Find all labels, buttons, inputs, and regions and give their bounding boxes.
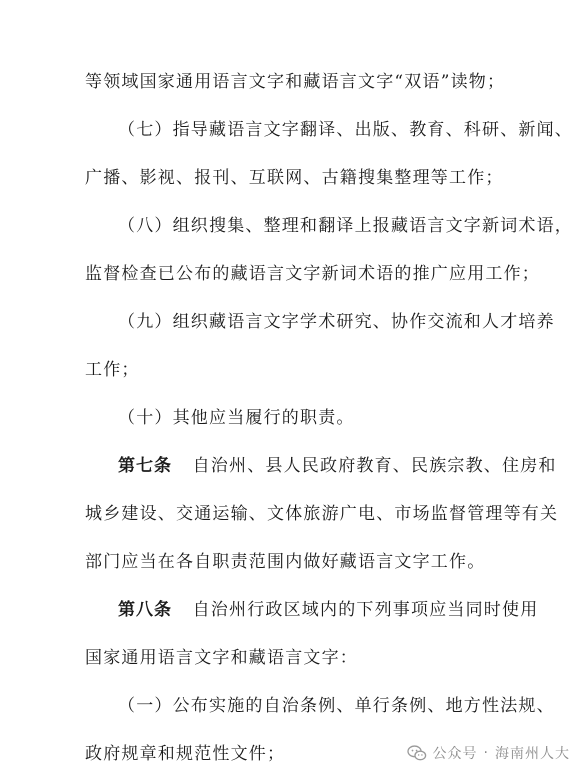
wechat-icon xyxy=(407,744,427,762)
watermark-separator: · xyxy=(483,745,489,761)
text-line: （七）指导藏语言文字翻译、出版、教育、科研、新闻、 xyxy=(118,120,573,140)
text-line: 国家通用语言文字和藏语言文字： xyxy=(85,648,358,668)
article-7-title: 第七条 xyxy=(118,456,172,476)
text-line: 监督检查已公布的藏语言文字新词术语的推广应用工作； xyxy=(85,264,540,284)
article-8-title: 第八条 xyxy=(118,600,172,620)
text-line: 广播、影视、报刊、互联网、古籍搜集整理等工作； xyxy=(85,168,504,188)
text-line: （一）公布实施的自治条例、单行条例、地方性法规、 xyxy=(118,696,555,716)
article-8 xyxy=(118,599,538,621)
article-8-text: 自治州行政区域内的下列事项应当同时使用 xyxy=(192,600,539,620)
text-line: 城乡建设、交通运输、文体旅游广电、市场监督管理等有关 xyxy=(85,504,559,524)
wechat-watermark xyxy=(407,743,570,763)
text-line: （十）其他应当履行的职责。 xyxy=(118,408,355,428)
text-line: 政府规章和规范性文件； xyxy=(85,744,286,764)
text-line: （八）组织搜集、整理和翻译上报藏语言文字新词术语， xyxy=(118,216,573,236)
text-line: （九）组织藏语言文字学术研究、协作交流和人才培养 xyxy=(118,312,555,332)
text-line: 工作； xyxy=(85,360,140,380)
watermark-account: 海南州人大 xyxy=(495,746,570,762)
text-line: 部门应当在各自职责范围内做好藏语言文字工作。 xyxy=(85,552,486,572)
article-7-text: 自治州、县人民政府教育、民族宗教、住房和 xyxy=(192,456,557,476)
article-7 xyxy=(118,455,557,477)
text-line: 等领域国家通用语言文字和藏语言文字“双语”读物； xyxy=(85,72,506,92)
watermark-prefix: 公众号 xyxy=(432,746,478,762)
